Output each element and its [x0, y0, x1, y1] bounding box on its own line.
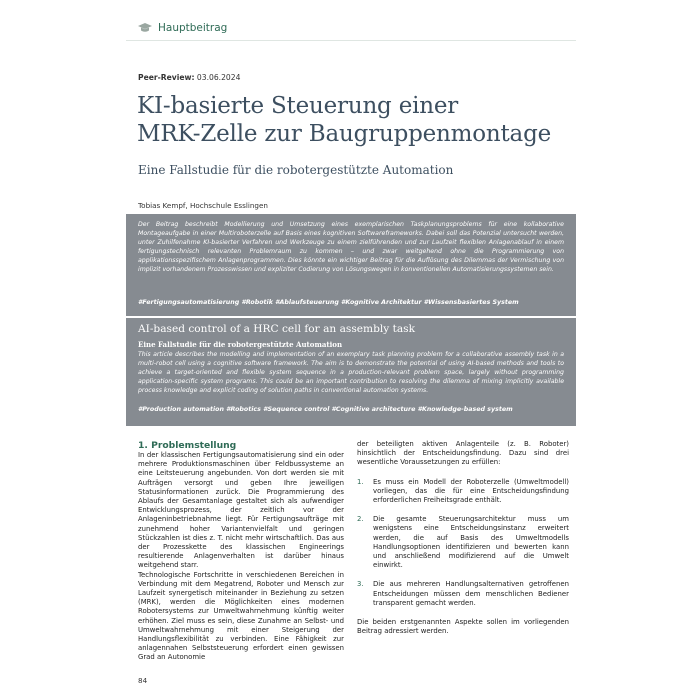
article-subtitle: Eine Fallstudie für die robotergestützte Automation [138, 163, 454, 177]
article-title [137, 92, 577, 148]
peer-review-date: 03.06.2024 [194, 73, 241, 82]
list-number: 2. [357, 515, 364, 524]
list-number: 1. [357, 477, 364, 486]
abstract-divider [126, 316, 576, 318]
abstract-english: This article describes the modelling and implementation of an exemplary task planning problem for a collaborative assembly task in a multi-robot cell using a cognitive software framework. The aim is to demonstrate the potential of using AI-based methods and tools to achieve a target-oriented and flexible system sequence in a production-relevant problem space, largely without programming application-specific system programs. This could be an important contribution to resolving the dilemma of mixing implicitly available process knowledge and explicit coding of solution paths in conventional automation systems. [138, 351, 564, 395]
title-line-1: KI-basierte Steuerung einer [137, 93, 459, 119]
abstract-german: Der Beitrag beschreibt Modellierung und Umsetzung eines exemplarischen Taskplanungsproblems für eine kollaborative Montageaufgabe in einer Multiroboterzelle auf Basis eines kognitiven Softwareframeworks. Dabei soll das Potenzial untersucht werden, unter Zuhilfenahme KI-basierter Verfahren und Werkzeuge zu einem zielführenden und zur Laufzeit flexiblen Anlagenablauf in einem fertigungstechnisch relevanten Problemraum zu kommen – und zwar weitgehend ohne die Programmierung von applikationsspezifischem Anlagenprogrammen. Dies könnte ein wichtiger Beitrag für die Auflösung des Dilemmas der Vermischung von implizit vorhandenem Prozesswissen und expliziter Codierung von Lösungswegen in konventionellen Automatisierungssystemen sein. [138, 221, 564, 274]
requirements-list [357, 478, 569, 608]
section-label: Hauptbeitrag [158, 22, 228, 34]
keywords-english: #Production automation #Robotics #Sequence control #Cognitive architecture #Knowledge-based system [138, 406, 513, 413]
running-header [0, 0, 700, 46]
body-paragraph-1: In der klassischen Fertigungsautomatisierung sind ein oder mehrere Produktionsmaschinen über Feldbussysteme an eine Leitsteuerung angebunden. Von dort werden sie mit Aufträgen versorgt und geben Ihre jeweiligen Statusinformationen zurück. Die Programmierung des Ablaufs der Gesamtanlage gestaltet sich als aufwendiger Entwicklungsprozess, der zeitlich vor der Anlageninbetriebnahme liegt. Für Fertigungsaufträge mit zunehmend hoher Variantenvielfalt und geringen Stückzahlen ist dies z. T. nicht mehr wirtschaftlich. Das aus der Prozesskette des klassischen Engineerings resultierende Anlagenverhalten ist darüber hinaus weitgehend starr. [138, 451, 344, 570]
english-subtitle: Eine Fallstudie für die robotergestützte Automation [138, 340, 343, 349]
author-line: Tobias Kempf, Hochschule Esslingen [138, 201, 268, 210]
list-text: Es muss ein Modell der Roboterzelle (Umweltmodell) vorliegen, das die für eine Entscheidungsfindung erforderlichen Freiheitsgrade enthält. [373, 477, 569, 505]
peer-review-label: Peer-Review: [138, 73, 195, 82]
keywords-german: #Fertigungsautomatisierung #Robotik #Ablaufsteuerung #Kognitive Architektur #Wissensbasiertes System [138, 299, 519, 306]
list-item [357, 580, 569, 608]
list-item [357, 515, 569, 570]
list-text: Die gesamte Steuerungsarchitektur muss um wenigstens eine Entscheidungsinstanz erweitert werden, die auf Basis des Umweltmodells Handlungsoptionen identifizieren und bewerten kann und anschließend modifizierend auf die Umwelt einwirkt. [373, 515, 569, 570]
section-heading: 1. Problemstellung [138, 440, 237, 451]
title-line-2: MRK-Zelle zur Baugruppenmontage [137, 121, 551, 147]
list-text: Die aus mehreren Handlungsalternativen getroffenen Entscheidungen müssen dem menschlichen Bediener transparent gemacht werden. [373, 580, 569, 607]
abstract-box [126, 214, 576, 426]
page-number: 84 [138, 676, 148, 685]
body-column-right [357, 440, 569, 636]
body-column-left [138, 440, 344, 663]
body-paragraph-4: Die beiden erstgenannten Aspekte sollen im vorliegenden Beitrag adressiert werden. [357, 618, 569, 636]
peer-review-line [138, 73, 240, 82]
body-paragraph-3: der beteiligten aktiven Anlagenteile (z. B. Roboter) hinsichtlich der Entscheidungsfindung. Dazu sind drei wesentliche Voraussetzungen zu erfüllen: [357, 440, 569, 467]
list-item [357, 478, 569, 506]
mortarboard-icon [138, 23, 152, 33]
body-paragraph-2: Technologische Fortschritte in verschiedenen Bereichen in Verbindung mit dem Megatrend, Roboter und Mensch zur Laufzeit synergetisch miteinander in Beziehung zu setzen (MRK), werden die Möglichkeiten eines modernen Robotersystems zur Umweltwahrnehmung künftig weiter erhöhen. Ziel muss es sein, diese Zunahme an Selbst- und Umweltwahrnehmung mit einer Steigerung der Handlungsflexibilität zu verbinden. Eine Fähigkeit zur anlagennahen Selbststeuerung erfordert einen gewissen Grad an Autonomie [138, 570, 344, 662]
list-number: 3. [357, 580, 364, 589]
header-divider [126, 40, 576, 41]
english-title: AI-based control of a HRC cell for an assembly task [138, 323, 416, 335]
